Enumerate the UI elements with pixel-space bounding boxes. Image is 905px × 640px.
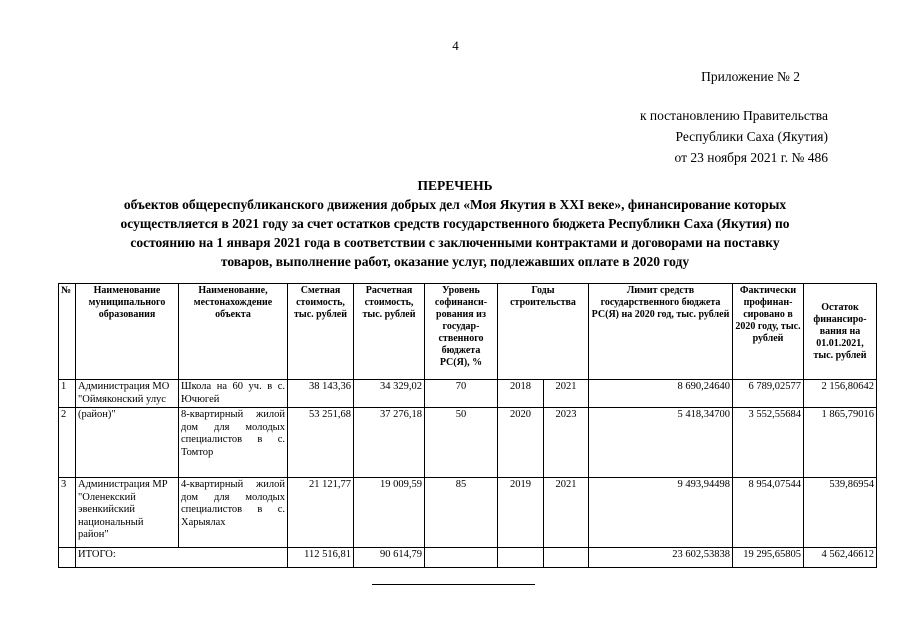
cell-limit: 5 418,34700 xyxy=(589,408,733,478)
cell-object: 4-квартирный жилой дом для молодых специалистов в с. Харыялах xyxy=(179,478,288,548)
appendix-line-1: к постановлению Правительства xyxy=(639,108,828,123)
cell-estimated: 38 143,36 xyxy=(288,380,354,408)
cell-num: 3 xyxy=(59,478,76,548)
appendix-label: Приложение № 2 xyxy=(701,69,800,84)
cell-object: Школа на 60 уч. в с. Ючюгей xyxy=(179,380,288,408)
cell-actual: 8 954,07544 xyxy=(733,478,804,548)
total-label: ИТОГО: xyxy=(76,548,288,568)
cell-actual: 6 789,02577 xyxy=(733,380,804,408)
cell-empty xyxy=(498,548,544,568)
cell-estimated: 53 251,68 xyxy=(288,408,354,478)
table-row xyxy=(59,478,877,548)
cell-municipality: Администрация МР "Оленекский эвенкийский национальный район" xyxy=(76,478,179,548)
header-years: Годы строительства xyxy=(498,284,589,380)
cell-cofinance: 85 xyxy=(425,478,498,548)
cell-cofinance: 50 xyxy=(425,408,498,478)
title-line-1: объектов общереспубликанского движения добрых дел «Моя Якутия в XXI веке», финансирование которых xyxy=(123,197,787,212)
header-cofinance: Уровень софинанси-рования из государ-ственного бюджета РС(Я), % xyxy=(425,284,498,380)
cell-remainder: 2 156,80642 xyxy=(804,380,877,408)
cell-num: 2 xyxy=(59,408,76,478)
footer-divider xyxy=(372,584,535,585)
title-line-4: товаров, выполнение работ, оказание услуг, подлежавших оплате в 2020 году xyxy=(220,254,690,269)
cell-year-start: 2019 xyxy=(498,478,544,548)
header-calculated: Расчетная стоимость, тыс. рублей xyxy=(354,284,425,380)
cell-limit: 8 690,24640 xyxy=(589,380,733,408)
table-row xyxy=(59,380,877,408)
total-estimated: 112 516,81 xyxy=(288,548,354,568)
table-total-row xyxy=(59,548,877,568)
cell-object: 8-квартирный жилой дом для молодых специалистов в с. Томтор xyxy=(179,408,288,478)
cell-empty xyxy=(425,548,498,568)
cell-empty xyxy=(544,548,589,568)
total-calculated: 90 614,79 xyxy=(354,548,425,568)
header-estimated: Сметная стоимость, тыс. рублей xyxy=(288,284,354,380)
cell-year-start: 2018 xyxy=(498,380,544,408)
cell-num: 1 xyxy=(59,380,76,408)
header-limit: Лимит средств государственного бюджета РС(Я) на 2020 год, тыс. рублей xyxy=(589,284,733,380)
cell-cofinance: 70 xyxy=(425,380,498,408)
header-remainder: Остаток финансиро-вания на 01.01.2021, тыс. рублей xyxy=(804,284,877,380)
cell-year-start: 2020 xyxy=(498,408,544,478)
total-remainder: 4 562,46612 xyxy=(804,548,877,568)
cell-municipality: (район)" xyxy=(76,408,179,478)
appendix-reference xyxy=(560,105,828,168)
total-actual: 19 295,65805 xyxy=(733,548,804,568)
title-line-2: осуществляется в 2021 году за счет остатков средств государственного бюджета Республикн Саха (Якутия) по xyxy=(120,216,790,231)
cell-empty xyxy=(59,548,76,568)
header-object: Наименование, местонахождение объекта xyxy=(179,284,288,380)
cell-limit: 9 493,94498 xyxy=(589,478,733,548)
cell-year-end: 2021 xyxy=(544,380,589,408)
cell-year-end: 2021 xyxy=(544,478,589,548)
title-line-3: состоянию на 1 января 2021 года в соответствии с заключенными контрактами и договорами на поставку xyxy=(130,235,780,250)
cell-year-end: 2023 xyxy=(544,408,589,478)
cell-calculated: 19 009,59 xyxy=(354,478,425,548)
header-actual: Фактически профинан-сировано в 2020 году, тыс. рублей xyxy=(733,284,804,380)
table-row xyxy=(59,408,877,478)
cell-calculated: 37 276,18 xyxy=(354,408,425,478)
cell-municipality: Администрация МО "Оймяконский улус xyxy=(76,380,179,408)
cell-calculated: 34 329,02 xyxy=(354,380,425,408)
appendix-line-2: Республики Саха (Якутия) xyxy=(675,129,828,144)
cell-estimated: 21 121,77 xyxy=(288,478,354,548)
cell-remainder: 539,86954 xyxy=(804,478,877,548)
total-limit: 23 602,53838 xyxy=(589,548,733,568)
header-num: № xyxy=(59,284,76,380)
document-title xyxy=(40,176,870,271)
objects-table xyxy=(58,283,877,568)
appendix-line-3: от 23 ноября 2021 г. № 486 xyxy=(674,150,828,165)
cell-actual: 3 552,55684 xyxy=(733,408,804,478)
title-heading: ПЕРЕЧЕНЬ xyxy=(417,178,493,193)
cell-remainder: 1 865,79016 xyxy=(804,408,877,478)
table-header-row xyxy=(59,284,877,380)
page-number: 4 xyxy=(452,38,459,53)
header-municipality: Наименование муниципального образования xyxy=(76,284,179,380)
